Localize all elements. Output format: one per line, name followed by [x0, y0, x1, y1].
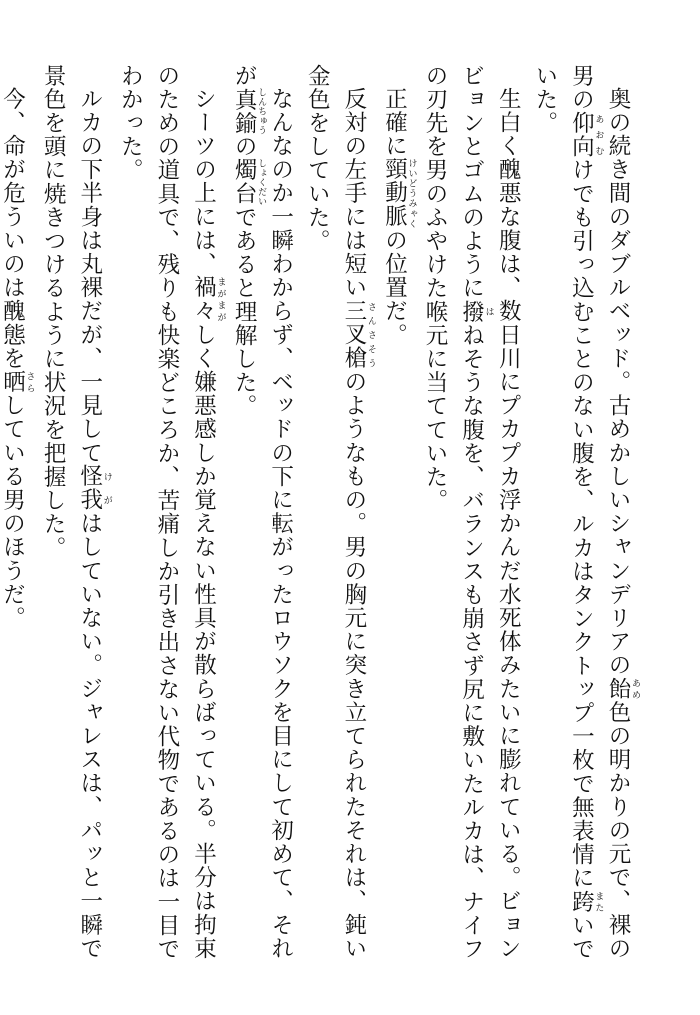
- text-run: であると理解した。: [231, 205, 258, 419]
- text-run: ねそうな腹を、バランスも崩さず尻に敷いたルカは、ナイフの刃先を男のふやけた喉元に当てていた。: [422, 64, 485, 961]
- ruby-base: 真鍮: [231, 87, 258, 135]
- ruby-reading: あおむ: [593, 111, 604, 159]
- ruby-reading: しんちゅう: [256, 87, 267, 135]
- ruby-annotation: [231, 158, 267, 206]
- paragraph: [35, 64, 112, 964]
- ruby-base: 禍々: [190, 275, 217, 323]
- ruby-reading: まがまが: [215, 275, 226, 323]
- ruby-reading: また: [593, 890, 604, 914]
- ruby-base: 三叉槍: [340, 298, 367, 370]
- ruby-reading: あめ: [630, 676, 640, 701]
- text-run: なんなのか一瞬わからず、ベッドの下に転がったロウソクを目にして初めて、それが: [231, 64, 294, 960]
- paragraph: [112, 64, 226, 964]
- ruby-reading: は: [483, 300, 494, 324]
- ruby-annotation: [568, 111, 604, 159]
- paragraph: [299, 64, 376, 964]
- ruby-annotation: [568, 890, 604, 914]
- ruby-base: 仰向: [568, 111, 595, 159]
- ruby-annotation: [231, 87, 267, 135]
- paragraph: [225, 64, 298, 964]
- text-run: 今、命が危ういのは醜態を: [0, 86, 26, 370]
- text-run: のようなもの。男の胸元に突き立てられたそれは、鈍い金色をしていた。: [304, 64, 367, 960]
- ruby-base: 飴: [605, 676, 631, 701]
- vertical-text-block: [0, 64, 640, 964]
- ruby-base: 跨: [568, 890, 595, 914]
- text-run: 反対の左手には短い: [340, 86, 367, 299]
- ruby-annotation: [190, 275, 226, 323]
- text-run: いでいた。: [531, 64, 595, 961]
- paragraph: [526, 64, 640, 964]
- text-run: 正確に: [381, 86, 408, 158]
- text-run: の: [231, 134, 258, 159]
- ruby-annotation: [605, 676, 640, 701]
- ruby-annotation: [458, 300, 494, 324]
- ruby-reading: しょくだい: [256, 158, 267, 206]
- text-run: している男のほうだ。: [0, 393, 26, 630]
- text-run: けでも引っ込むことのない腹を、ルカはタンクトップ一枚で無表情に: [568, 158, 595, 891]
- ruby-base: 怪我: [76, 464, 103, 512]
- ruby-base: 撥: [458, 300, 485, 324]
- ruby-reading: けいどうみゃく: [406, 157, 417, 229]
- ruby-base: 燭台: [231, 158, 258, 206]
- text-run: 生白く醜悪な腹は、数日川にプカプカ浮かんだ水死体みたいに膨れている。ビョンビョンとゴムのように: [458, 64, 522, 960]
- ruby-annotation: [76, 464, 112, 512]
- text-run: しく嫌悪感しか覚えない性具が散らばっている。半分は拘束のための道具で、残りも快楽どころか、苦痛しか引き出さない代物であるのは一目でわかった。: [117, 64, 217, 961]
- text-run: シーツの上には、: [190, 86, 217, 276]
- text-run: 奥の続き間のダブルベッド。古めかしいシャンデリアの: [605, 86, 631, 677]
- text-run: ルカの下半身は丸裸だが、一見して: [76, 86, 103, 465]
- paragraph: [0, 64, 35, 964]
- text-run: の位置だ。: [381, 228, 408, 347]
- text-run: はしていない。ジャレスは、パッと一瞬で景色を頭に焼きつけるように状況を把握した。: [40, 64, 103, 960]
- ruby-base: 頸動脈: [381, 157, 408, 229]
- paragraph: [416, 64, 526, 964]
- ruby-reading: けが: [101, 464, 112, 512]
- paragraph: [376, 64, 417, 964]
- ruby-annotation: [381, 157, 417, 229]
- ruby-annotation: [340, 298, 376, 370]
- ruby-annotation: [0, 369, 35, 394]
- ruby-reading: さんさそう: [365, 298, 376, 370]
- text-run: 色の明かりの元で、裸の男の: [568, 64, 631, 960]
- ruby-base: 晒: [0, 369, 26, 394]
- ruby-reading: さら: [24, 369, 35, 394]
